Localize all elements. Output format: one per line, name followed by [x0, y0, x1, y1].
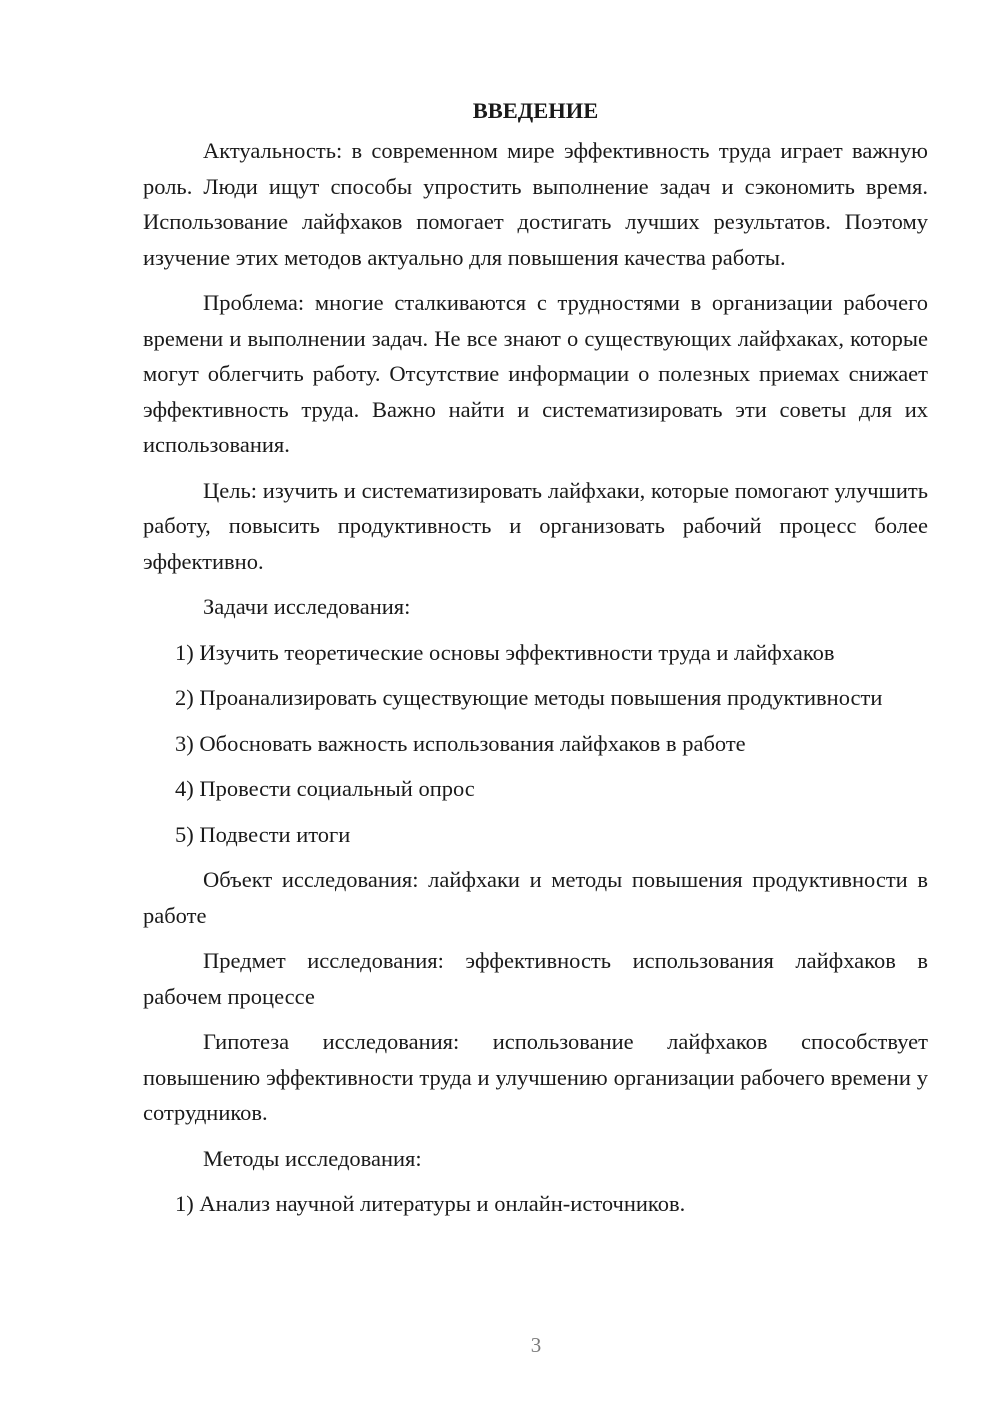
problem-paragraph: Проблема: многие сталкиваются с трудностями в организации рабочего времени и выполнении задач. Не все знают о существующих лайфхаках, которые могут облегчить работу. Отсутствие информации о полезных приемах снижает эффективность труда. Важно найти и систематизировать эти советы для их использования. [143, 290, 928, 457]
method-item: 1) Анализ научной литературы и онлайн-источников. [175, 1191, 686, 1216]
subject-paragraph: Предмет исследования: эффективность использования лайфхаков в рабочем процессе [143, 948, 928, 1009]
tasks-list [143, 635, 928, 853]
task-item: 5) Подвести итоги [175, 821, 351, 847]
hypothesis-paragraph: Гипотеза исследования: использование лайфхаков способствует повышению эффективности труда и улучшению организации рабочего времени у сотрудников. [143, 1029, 928, 1125]
tasks-label: Задачи исследования: [203, 594, 411, 619]
page-number: 3 [530, 1333, 542, 1357]
task-item: 3) Обосновать важность использования лайфхаков в работе [175, 730, 746, 756]
task-item: 2) Проанализировать существующие методы повышения продуктивности [175, 685, 883, 710]
methods-label: Методы исследования: [203, 1145, 422, 1171]
object-paragraph: Объект исследования: лайфхаки и методы повышения продуктивности в работе [143, 867, 928, 928]
task-item: 1) Изучить теоретические основы эффективности труда и лайфхаков [175, 639, 835, 665]
page-content [143, 93, 928, 1232]
goal-paragraph: Цель: изучить и систематизировать лайфхаки, которые помогают улучшить работу, повысить продуктивность и организовать рабочий процесс более эффективно. [143, 477, 928, 574]
methods-list [143, 1186, 928, 1222]
relevance-paragraph: Актуальность: в современном мире эффективность труда играет важную роль. Люди ищут способы упростить выполнение задач и сэкономить время. Использование лайфхаков помогает достигать лучших результатов. Поэтому изучение этих методов актуально для повышения качества работы. [143, 138, 928, 270]
task-item: 4) Провести социальный опрос [175, 776, 475, 801]
section-title: ВВЕДЕНИЕ [472, 98, 599, 123]
